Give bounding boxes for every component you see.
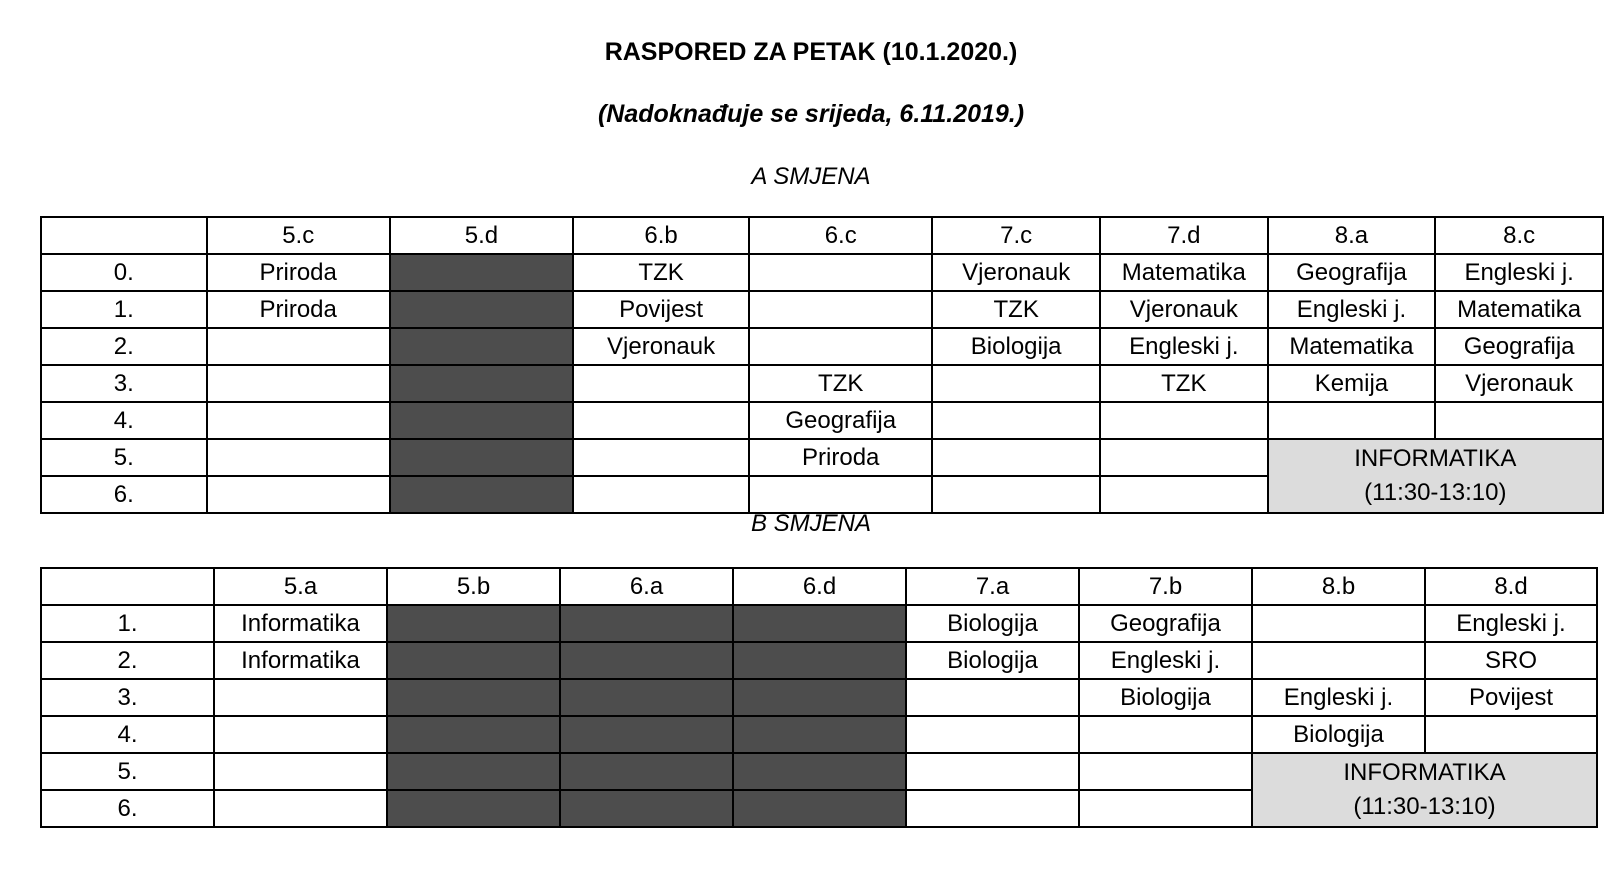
schedule-cell: Biologija: [906, 605, 1079, 642]
schedule-cell: [207, 402, 390, 439]
period-row: [41, 605, 1597, 642]
blocked-cell: [733, 790, 906, 827]
period-label: 5.: [41, 439, 207, 476]
informatika-block: [1252, 753, 1597, 827]
schedule-cell: Povijest: [573, 291, 749, 328]
schedule-cell: SRO: [1425, 642, 1597, 679]
blocked-cell: [387, 605, 560, 642]
schedule-cell: Kemija: [1268, 365, 1436, 402]
informatika-title: INFORMATIKA: [1343, 759, 1506, 786]
class-header: 5.d: [390, 217, 573, 254]
class-header: 8.b: [1252, 568, 1425, 605]
schedule-cell: Matematika: [1268, 328, 1436, 365]
blocked-cell: [733, 679, 906, 716]
blocked-cell: [390, 365, 573, 402]
period-label: 2.: [41, 642, 214, 679]
schedule-cell: Engleski j.: [1100, 328, 1268, 365]
schedule-cell: Biologija: [1252, 716, 1425, 753]
period-label: 2.: [41, 328, 207, 365]
schedule-cell: [207, 476, 390, 513]
schedule-cell: Geografija: [749, 402, 932, 439]
schedule-cell: Vjeronauk: [932, 254, 1100, 291]
schedule-cell: Engleski j.: [1079, 642, 1252, 679]
informatika-time: (11:30-13:10): [1364, 479, 1507, 506]
period-row: [41, 365, 1603, 402]
period-label: 4.: [41, 716, 214, 753]
period-row: [41, 254, 1603, 291]
schedule-cell: [1252, 605, 1425, 642]
blocked-cell: [560, 642, 733, 679]
shift-b-table: [40, 567, 1598, 828]
shift-a-table: [40, 216, 1604, 514]
schedule-cell: Biologija: [906, 642, 1079, 679]
blocked-cell: [560, 716, 733, 753]
blocked-cell: [390, 254, 573, 291]
blocked-cell: [390, 439, 573, 476]
header-row: [41, 568, 1597, 605]
class-header: 6.a: [560, 568, 733, 605]
schedule-cell: [906, 790, 1079, 827]
class-header: 7.a: [906, 568, 1079, 605]
informatika-block: [1268, 439, 1603, 513]
page-subtitle: (Nadoknađuje se srijeda, 6.11.2019.): [597, 100, 1025, 128]
class-header: 6.c: [749, 217, 932, 254]
class-header: 6.b: [573, 217, 749, 254]
schedule-cell: [906, 716, 1079, 753]
class-header: 8.d: [1425, 568, 1597, 605]
schedule-cell: [207, 328, 390, 365]
schedule-cell: Vjeronauk: [573, 328, 749, 365]
schedule-cell: [932, 402, 1100, 439]
period-label: 1.: [41, 605, 214, 642]
schedule-cell: Engleski j.: [1252, 679, 1425, 716]
class-header: 7.b: [1079, 568, 1252, 605]
blocked-cell: [560, 790, 733, 827]
schedule-cell: Matematika: [1435, 291, 1603, 328]
corner-cell: [41, 217, 207, 254]
corner-cell: [41, 568, 214, 605]
blocked-cell: [733, 642, 906, 679]
schedule-cell: Povijest: [1425, 679, 1597, 716]
informatika-time: (11:30-13:10): [1353, 793, 1496, 820]
period-row: [41, 642, 1597, 679]
schedule-cell: [1268, 402, 1436, 439]
schedule-cell: [214, 753, 387, 790]
class-header: 5.a: [214, 568, 387, 605]
class-header: 5.b: [387, 568, 560, 605]
blocked-cell: [387, 753, 560, 790]
blocked-cell: [733, 753, 906, 790]
shift-a-label: A SMJENA: [751, 163, 871, 190]
schedule-cell: Geografija: [1079, 605, 1252, 642]
schedule-cell: Vjeronauk: [1100, 291, 1268, 328]
schedule-cell: TZK: [932, 291, 1100, 328]
blocked-cell: [560, 605, 733, 642]
blocked-cell: [387, 679, 560, 716]
schedule-cell: Biologija: [1079, 679, 1252, 716]
period-label: 6.: [41, 790, 214, 827]
schedule-cell: [1079, 753, 1252, 790]
schedule-cell: [1079, 716, 1252, 753]
schedule-cell: [749, 291, 932, 328]
schedule-cell: [749, 254, 932, 291]
period-row: [41, 679, 1597, 716]
period-label: 1.: [41, 291, 207, 328]
schedule-cell: [214, 716, 387, 753]
schedule-cell: [1100, 402, 1268, 439]
period-label: 0.: [41, 254, 207, 291]
blocked-cell: [390, 291, 573, 328]
blocked-cell: [390, 402, 573, 439]
period-row: [41, 328, 1603, 365]
schedule-cell: [932, 439, 1100, 476]
period-row: [41, 753, 1597, 790]
schedule-cell: [207, 439, 390, 476]
period-row: [41, 439, 1603, 476]
period-label: 6.: [41, 476, 207, 513]
blocked-cell: [387, 716, 560, 753]
schedule-cell: Priroda: [749, 439, 932, 476]
schedule-cell: Informatika: [214, 642, 387, 679]
schedule-cell: [906, 753, 1079, 790]
informatika-title: INFORMATIKA: [1354, 445, 1517, 472]
schedule-cell: [573, 476, 749, 513]
schedule-cell: [214, 679, 387, 716]
period-label: 5.: [41, 753, 214, 790]
schedule-cell: [573, 402, 749, 439]
schedule-cell: Priroda: [207, 291, 390, 328]
schedule-cell: TZK: [749, 365, 932, 402]
shift-b-label: B SMJENA: [750, 510, 872, 537]
schedule-cell: Vjeronauk: [1435, 365, 1603, 402]
period-row: [41, 402, 1603, 439]
class-header: 8.c: [1435, 217, 1603, 254]
schedule-cell: Geografija: [1435, 328, 1603, 365]
schedule-cell: [1425, 716, 1597, 753]
schedule-cell: [1079, 790, 1252, 827]
page-title: RASPORED ZA PETAK (10.1.2020.): [604, 38, 1018, 66]
class-header: 5.c: [207, 217, 390, 254]
schedule-cell: [932, 365, 1100, 402]
schedule-cell: Engleski j.: [1435, 254, 1603, 291]
schedule-cell: Informatika: [214, 605, 387, 642]
schedule-cell: Matematika: [1100, 254, 1268, 291]
schedule-cell: [749, 328, 932, 365]
schedule-cell: Priroda: [207, 254, 390, 291]
schedule-cell: [906, 679, 1079, 716]
class-header: 7.d: [1100, 217, 1268, 254]
period-label: 3.: [41, 679, 214, 716]
schedule-cell: TZK: [573, 254, 749, 291]
schedule-cell: [207, 365, 390, 402]
schedule-cell: [214, 790, 387, 827]
period-row: [41, 291, 1603, 328]
blocked-cell: [390, 328, 573, 365]
schedule-cell: Biologija: [932, 328, 1100, 365]
blocked-cell: [560, 679, 733, 716]
period-label: 4.: [41, 402, 207, 439]
class-header: 6.d: [733, 568, 906, 605]
class-header: 8.a: [1268, 217, 1436, 254]
period-row: [41, 716, 1597, 753]
schedule-cell: [932, 476, 1100, 513]
blocked-cell: [733, 716, 906, 753]
schedule-cell: Engleski j.: [1268, 291, 1436, 328]
header-row: [41, 217, 1603, 254]
schedule-cell: TZK: [1100, 365, 1268, 402]
period-label: 3.: [41, 365, 207, 402]
schedule-cell: [573, 439, 749, 476]
schedule-cell: [573, 365, 749, 402]
blocked-cell: [560, 753, 733, 790]
schedule-cell: [1435, 402, 1603, 439]
blocked-cell: [733, 605, 906, 642]
schedule-cell: [749, 476, 932, 513]
schedule-cell: [1252, 642, 1425, 679]
class-header: 7.c: [932, 217, 1100, 254]
schedule-cell: [1100, 476, 1268, 513]
schedule-cell: Engleski j.: [1425, 605, 1597, 642]
blocked-cell: [387, 790, 560, 827]
blocked-cell: [390, 476, 573, 513]
schedule-cell: [1100, 439, 1268, 476]
schedule-cell: Geografija: [1268, 254, 1436, 291]
blocked-cell: [387, 642, 560, 679]
